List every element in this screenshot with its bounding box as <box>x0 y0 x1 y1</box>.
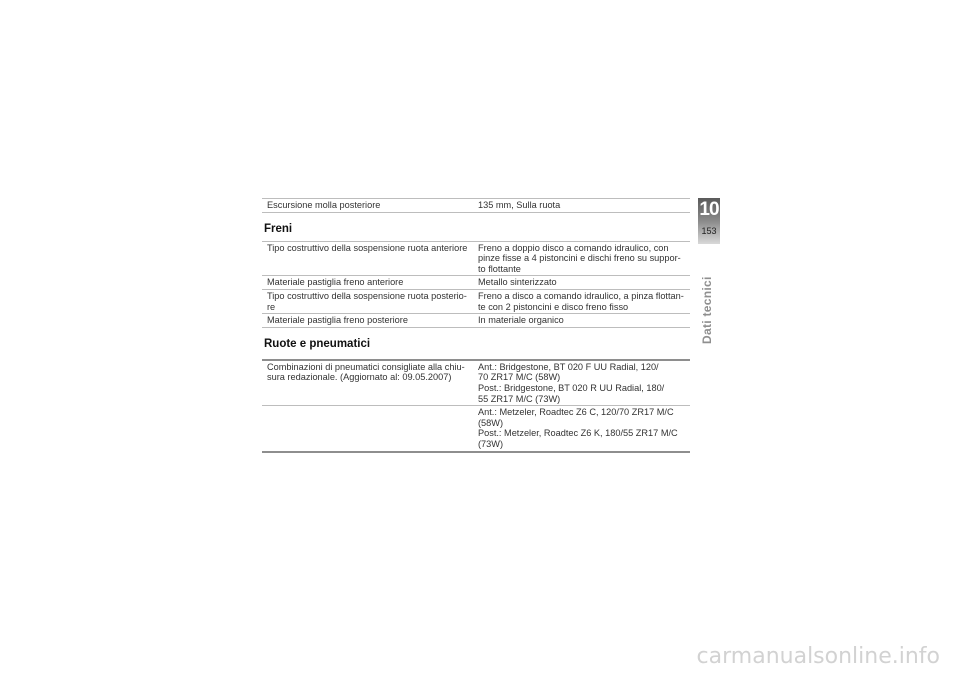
row-value: Freno a disco a comando idraulico, a pinza flottan- te con 2 pistoncini e disco freno fisso <box>478 290 684 312</box>
watermark: carmanualsonline.info <box>696 644 940 669</box>
row-label: Tipo costruttivo della sospensione ruota posterio- re <box>267 290 467 312</box>
row-value: 135 mm, Sulla ruota <box>478 200 561 210</box>
row-value: In materiale organico <box>478 315 564 326</box>
row-label <box>262 407 472 449</box>
table-row <box>262 276 690 290</box>
table-row <box>262 314 690 328</box>
section-heading-ruote: Ruote e pneumatici <box>264 337 371 350</box>
chapter-number: 10 <box>699 199 719 220</box>
table-row <box>262 290 690 314</box>
row-label: Materiale pastiglia freno posteriore <box>267 315 408 326</box>
row-value: Ant.: Metzeler, Roadtec Z6 C, 120/70 ZR17 M/C (58W) Post.: Metzeler, Roadtec Z6 K, 180/55 ZR17 M/C (73W) <box>478 407 678 449</box>
row-label: Tipo costruttivo della sospensione ruota anteriore <box>267 242 468 253</box>
table-row <box>262 198 690 213</box>
row-label: Combinazioni di pneumatici consigliate alla chiu- sura redazionale. (Aggiornato al: 09.05.2007) <box>267 361 465 383</box>
chapter-title: Dati tecnici <box>700 276 714 344</box>
spec-content <box>262 198 690 453</box>
row-value: Freno a doppio disco a comando idraulico, con pinze fisse a 4 pistoncini e dischi freno su suppor- to flottante <box>478 242 681 274</box>
row-value: Ant.: Bridgestone, BT 020 F UU Radial, 120/ 70 ZR17 M/C (58W) Post.: Bridgestone, BT 020 R UU Radial, 180/ 55 ZR17 M/C (73W) <box>478 361 665 404</box>
row-label: Materiale pastiglia freno anteriore <box>267 277 404 288</box>
row-value: Metallo sinterizzato <box>478 277 557 288</box>
table-row <box>262 359 690 406</box>
row-label: Escursione molla posteriore <box>267 200 381 210</box>
table-row <box>262 406 690 452</box>
page-number: 153 <box>701 226 717 236</box>
table-row <box>262 241 690 277</box>
section-heading-freni: Freni <box>264 222 293 235</box>
